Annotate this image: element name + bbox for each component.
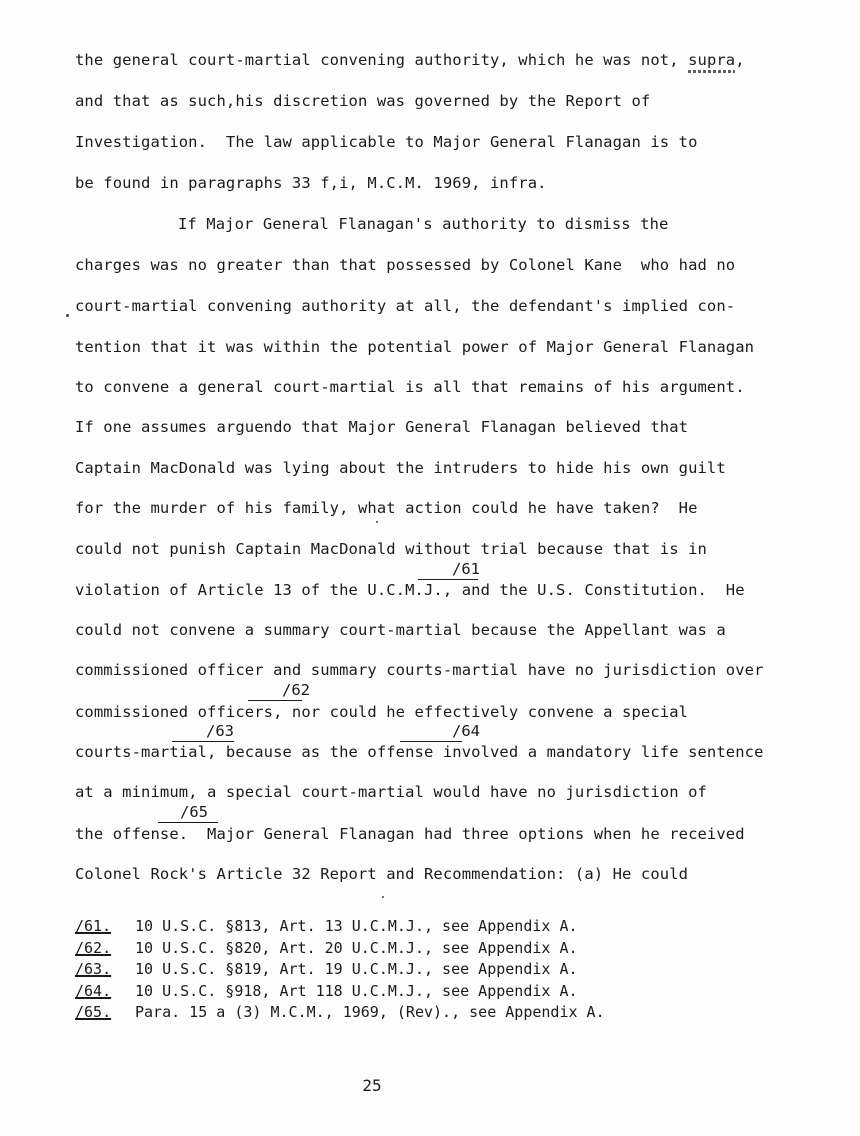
footnote-item [75,938,605,960]
body-line: Colonel Rock's Article 32 Report and Recommendation: (a) He could [75,865,689,883]
body-line: commissioned officer and summary courts-martial have no jurisdiction over [75,661,764,679]
footnote-number: /63. [75,960,112,978]
scan-speck [376,521,378,523]
body-line: court-martial convening authority at all, the defendant's implied con- [75,297,736,315]
footnote-text: 10 U.S.C. §918, Art 118 U.C.M.J., see Appendix A. [135,981,578,1000]
body-line: If one assumes arguendo that Major General Flanagan believed that [75,418,689,436]
footnote-number: /65. [75,1003,112,1021]
footnote-item [75,959,605,981]
footnote-number: /61. [75,917,112,935]
footnote-item [75,916,605,938]
body-line: If Major General Flanagan's authority to dismiss the [178,215,669,233]
footnote-text: 10 U.S.C. §819, Art. 19 U.C.M.J., see Appendix A. [135,960,578,978]
footnote-rule [248,700,302,701]
text-span: the general court-martial convening authority, which he was not, [75,51,689,69]
body-line: be found in paragraphs 33 f,i, M.C.M. 1969, infra. [75,174,547,192]
body-line [75,50,745,70]
body-line: could not punish Captain MacDonald without trial because that is in [75,540,707,558]
footnote-marker-65: /65 [180,803,208,821]
body-line: tention that it was within the potential power of Major General Flanagan [75,338,755,356]
footnotes-section [75,916,605,1024]
text-span: , [735,51,745,69]
footnote-marker-64: /64 [452,722,480,740]
body-line: and that as such,his discretion was governed by the Report of [75,92,651,110]
body-line: to convene a general court-martial is all that remains of his argument. [75,378,745,396]
body-line: courts-martial, because as the offense involved a mandatory life sentence [75,743,764,761]
footnote-text: 10 U.S.C. §820, Art. 20 U.C.M.J., see Appendix A. [135,938,578,957]
footnote-item [75,1002,605,1024]
body-line: at a minimum, a special court-martial would have no jurisdiction of [75,783,707,801]
footnote-text: 10 U.S.C. §813, Art. 13 U.C.M.J., see Appendix A. [135,917,578,935]
footnote-item [75,981,605,1003]
supra-term: supra [688,51,736,69]
body-line: could not convene a summary court-martial because the Appellant was a [75,621,726,639]
footnote-marker-61: /61 [452,560,480,578]
body-line: commissioned officers, nor could he effectively convene a special [75,703,689,721]
footnote-text: Para. 15 a (3) M.C.M., 1969, (Rev)., see Appendix A. [135,1003,605,1021]
body-line: violation of Article 13 of the U.C.M.J., and the U.S. Constitution. He [75,581,745,599]
body-line: charges was no greater than that possessed by Colonel Kane who had no [75,256,736,274]
footnote-number: /64. [75,981,112,1000]
body-line: Investigation. The law applicable to Major General Flanagan is to [75,133,698,151]
scan-speck [66,314,69,317]
body-line: the offense. Major General Flanagan had three options when he received [75,825,745,843]
body-line: for the murder of his family, what action could he have taken? He [75,499,698,517]
scan-speck [382,896,384,898]
footnote-rule [158,822,218,823]
footnote-number: /62. [75,938,112,957]
page-number: 25 [362,1076,382,1095]
footnote-marker-63: /63 [206,722,234,740]
body-line: Captain MacDonald was lying about the intruders to hide his own guilt [75,459,726,477]
footnote-marker-62: /62 [282,681,310,699]
